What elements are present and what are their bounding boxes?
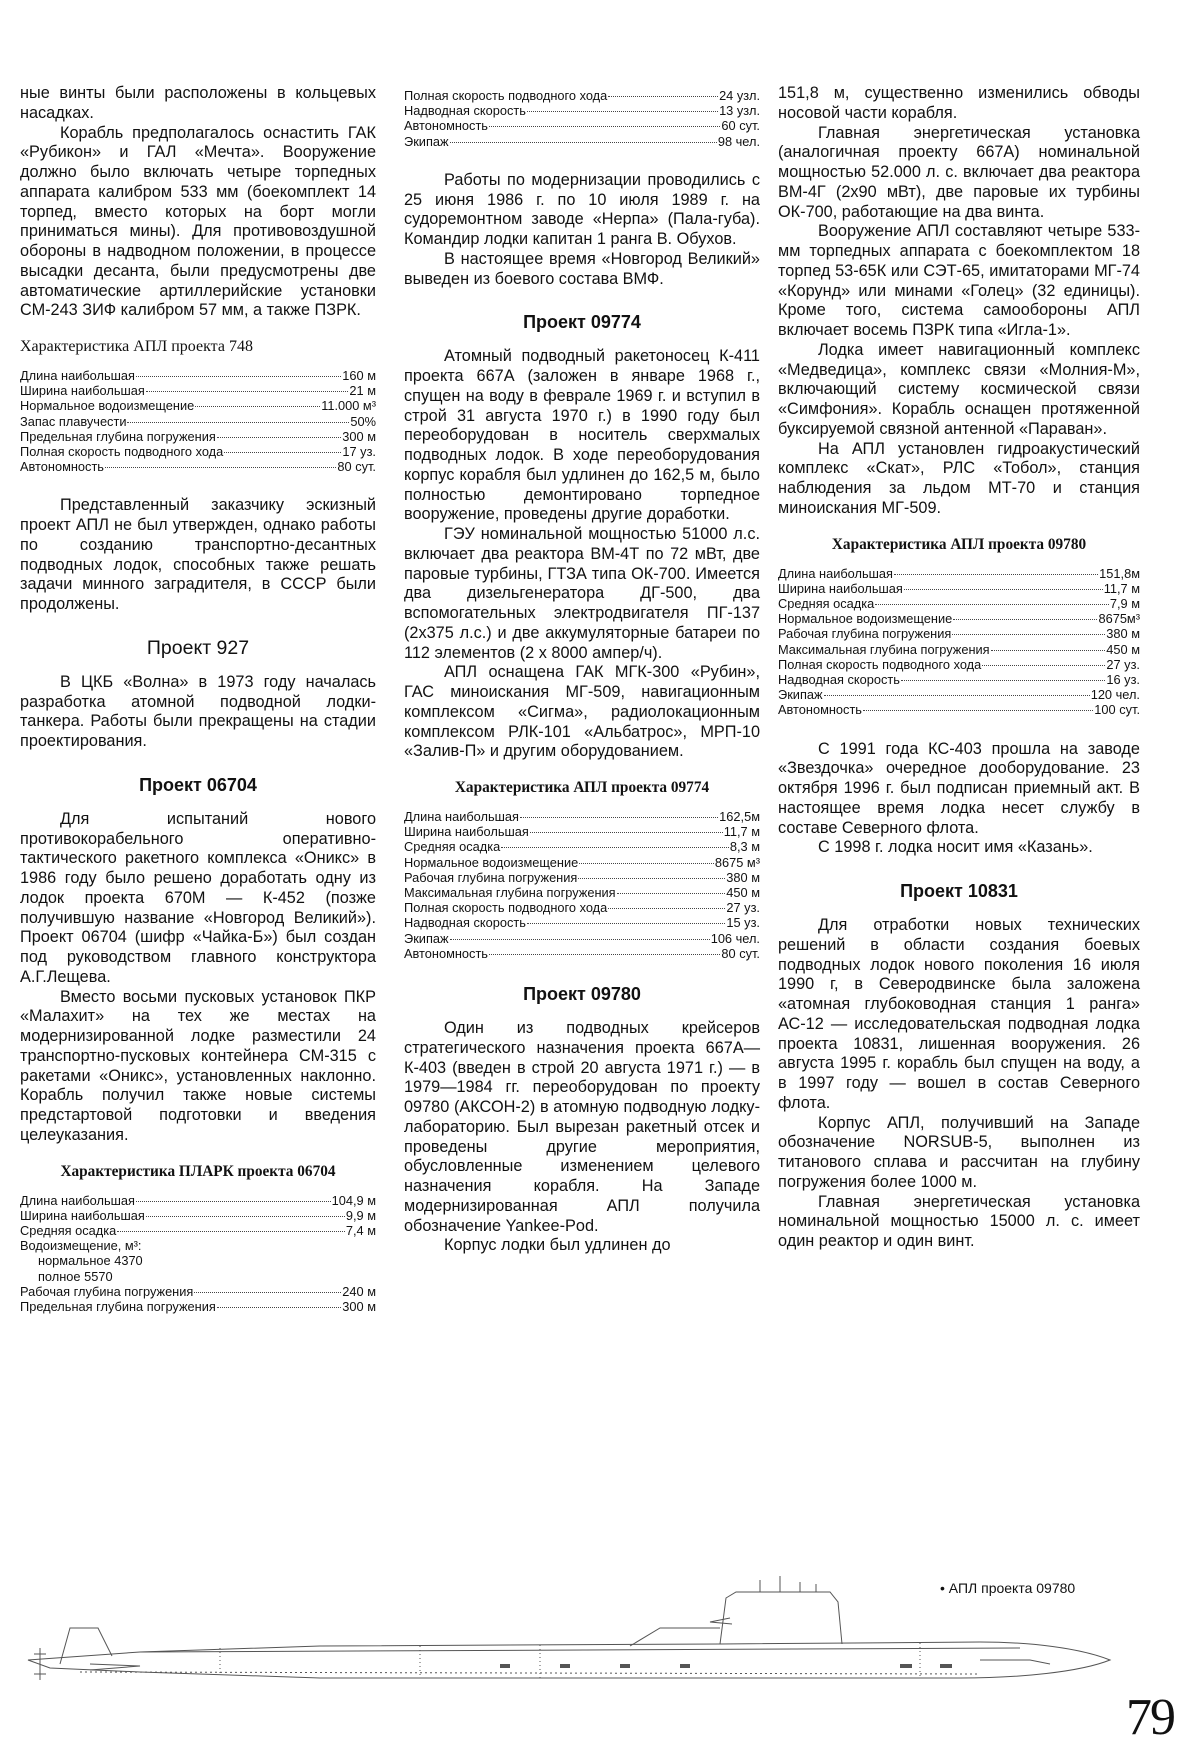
spec-label: полное 5570 xyxy=(38,1268,113,1284)
spec-value: 106 чел. xyxy=(710,930,760,946)
dotted-leader xyxy=(991,650,1106,651)
spec-value: 80 сут. xyxy=(337,459,376,475)
spec-table-748 xyxy=(20,368,376,474)
spec-row xyxy=(778,626,1140,641)
spec-table-title: Характеристика АПЛ проекта 09780 xyxy=(831,535,1087,553)
spec-row xyxy=(20,383,376,398)
spec-row xyxy=(20,1284,376,1299)
spec-value: 50% xyxy=(350,413,376,429)
spec-value: 17 уз. xyxy=(342,444,376,460)
dotted-leader xyxy=(608,908,725,909)
spec-value: 240 м xyxy=(342,1283,376,1299)
spec-label: Ширина наибольшая xyxy=(20,1207,145,1223)
spec-value: 450 м xyxy=(1106,641,1140,657)
spec-label: Полная скорость подводного хода xyxy=(20,444,224,460)
spec-row xyxy=(404,946,760,961)
spec-value: 7,4 м xyxy=(345,1223,376,1239)
spec-table-title: Характеристика АПЛ проекта 748 xyxy=(20,338,253,355)
paragraph: АПЛ оснащена ГАК МГК-300 «Рубин», ГАС миноискания МГ-509, навигационным комплексом «Сигма», радиолокационным комплексом РЛК-101 «Альбатрос», МРП-10 «Залив-П» и другим оборудованием. xyxy=(404,663,760,761)
paragraph: Корпус лодки был удлинен до xyxy=(444,1236,671,1255)
paragraph: С 1998 г. лодка носит имя «Казань». xyxy=(818,838,1093,857)
paragraph: ГЭУ номинальной мощностью 51000 л.с. включает два реактора ВМ-4Т по 72 мВт, две паровые турбины, ГТЗА типа ОК-700. Имеется два дизельгенератора ДГ-500, два вспомогательных электродвигателя ПГ-137 (2х375 л.с.) и две аккумуляторные батареи по 112 элементов (2 х 8000 ампер/ч). xyxy=(404,525,760,662)
figure-caption: • АПЛ проекта 09780 xyxy=(940,1580,1076,1596)
spec-row xyxy=(404,809,760,824)
spec-value: 27 уз. xyxy=(1106,656,1140,672)
dotted-leader xyxy=(136,1201,331,1202)
spec-value: 120 чел. xyxy=(1090,687,1140,703)
column-middle xyxy=(404,88,760,1256)
spec-label: Экипаж xyxy=(778,687,823,703)
bow-sonar xyxy=(980,1660,1050,1664)
spec-row xyxy=(404,103,760,118)
spec-label: Ширина наибольшая xyxy=(778,580,903,596)
spec-label: Средняя осадка xyxy=(404,839,501,855)
spec-label: Полная скорость подводного хода xyxy=(404,900,608,916)
hull-opening xyxy=(620,1664,630,1668)
spec-value: 98 чел. xyxy=(717,133,760,149)
dotted-leader xyxy=(875,604,1109,605)
spec-value: 151,8м xyxy=(1099,565,1140,581)
spec-row xyxy=(404,931,760,946)
spec-row xyxy=(20,1253,376,1268)
spec-row xyxy=(778,672,1140,687)
spec-label: Автономность xyxy=(778,702,862,718)
spec-label: Средняя осадка xyxy=(778,595,875,611)
spec-value: 160 м xyxy=(342,368,376,383)
spec-label: Нормальное водоизмещение xyxy=(778,611,953,627)
spec-value: 11,7 м xyxy=(1103,580,1140,596)
spec-label: Рабочая глубина погружения xyxy=(20,1283,194,1299)
paragraph: 151,8 м, существенно изменились обводы носовой части корабля. xyxy=(778,84,1140,122)
spec-value: 13 узл. xyxy=(719,103,760,119)
dotted-leader xyxy=(527,111,718,112)
paragraph: На АПЛ установлен гидроакустический комплекс «Скат», РЛС «Тобол», станция наблюдения за льдом МТ-70 и станция миноискания МГ-509. xyxy=(778,439,1140,517)
spec-row xyxy=(778,596,1140,611)
spec-row xyxy=(778,657,1140,672)
dotted-leader xyxy=(136,376,341,377)
spec-label: Предельная глубина погружения xyxy=(20,1299,216,1315)
spec-row xyxy=(20,1238,376,1253)
dotted-leader xyxy=(194,1292,341,1293)
spec-row xyxy=(20,414,376,429)
dotted-leader xyxy=(105,467,336,468)
spec-row xyxy=(20,398,376,413)
hull-openings xyxy=(500,1664,952,1668)
dotted-leader xyxy=(501,847,729,848)
spec-value: 80 сут. xyxy=(721,945,760,961)
spec-label: Ширина наибольшая xyxy=(404,824,529,840)
spec-row xyxy=(404,824,760,839)
spec-label: Надводная скорость xyxy=(404,915,526,931)
spec-row xyxy=(20,1269,376,1284)
spec-value: 11,7 м xyxy=(723,824,760,840)
dotted-leader xyxy=(217,1307,342,1308)
dotted-leader xyxy=(904,589,1103,590)
spec-row xyxy=(404,855,760,870)
dotted-leader xyxy=(146,1216,345,1217)
spec-label: Рабочая глубина погружения xyxy=(778,626,952,642)
spec-label: Полная скорость подводного хода xyxy=(778,656,982,672)
dotted-leader xyxy=(894,574,1098,575)
sail-outline xyxy=(720,1592,842,1644)
spec-label: Экипаж xyxy=(404,930,449,946)
paragraph: Работы по модернизации проводились с 25 июня 1986 г. по 10 июля 1989 г. на судоремонтном заводе «Нерпа» (Пала-губа). Командир лодки капитан 1 ранга В. Обухов. xyxy=(404,170,760,249)
spec-row xyxy=(20,429,376,444)
spec-label: Рабочая глубина погружения xyxy=(404,869,578,885)
spec-value: 11.000 м³ xyxy=(321,398,376,414)
spec-row xyxy=(778,687,1140,702)
spec-value: 104,9 м xyxy=(331,1192,376,1208)
dotted-leader xyxy=(530,832,723,833)
spec-label: Предельная глубина погружения xyxy=(20,428,216,444)
spec-row xyxy=(404,870,760,885)
dotted-leader xyxy=(489,126,720,127)
dotted-leader xyxy=(608,96,718,97)
spec-value: 380 м xyxy=(726,869,760,885)
spec-label: нормальное 4370 xyxy=(38,1253,143,1269)
paragraph: Атомный подводный ракетоносец К-411 проекта 667А (заложен в январе 1968 г., спущен на воду в феврале 1969 г. и вступил в строй 31 августа 1970 г.) в 1990 году был переоборудован в носитель сверхмалых подводных лодок. В ходе переоборудования корпус корабля был удлинен до 162,5 м, было полностью демонтировано торпедное вооружение, проведены другие доработки. xyxy=(404,347,760,524)
spec-row xyxy=(20,444,376,459)
paragraph: Для испытаний нового противокорабельного оперативно-тактического ракетного комплекса «Оникс» в 1986 году было решено доработать одну из лодок проекта 670М — К-452 (позже получившую название «Новгород Великий»). Проект 06704 (шифр «Чайка-Б») был создан под руководством главного конструктора А.Г.Лещева. xyxy=(20,809,376,986)
spec-label: Нормальное водоизмещение xyxy=(20,398,195,414)
spec-row xyxy=(778,702,1140,717)
paragraph: Представленный заказчику эскизный проект АПЛ не был утвержден, однако работы по созданию транспортно-десантных подводных лодок, способных также решать задачи минного заградителя, в СССР были продолжены. xyxy=(20,496,376,614)
spec-value: 16 уз. xyxy=(1106,671,1140,687)
spec-row xyxy=(404,900,760,915)
spec-label: Длина наибольшая xyxy=(20,1192,135,1208)
hull-opening xyxy=(500,1664,510,1668)
page-number: 79 xyxy=(1126,1689,1174,1746)
stern-planes xyxy=(90,1664,140,1670)
paragraph: В ЦКБ «Волна» в 1973 году началась разработка атомной подводной лодки-танкера. Работы были прекращены на стадии проектирования. xyxy=(20,672,376,751)
spec-row xyxy=(404,885,760,900)
spec-table-06704 xyxy=(20,1193,376,1315)
spec-row xyxy=(404,118,760,133)
section-heading: Проект 09774 xyxy=(523,312,641,333)
spec-label: Автономность xyxy=(20,459,104,475)
spec-value: 300 м xyxy=(342,1299,376,1315)
spec-label: Надводная скорость xyxy=(778,671,900,687)
dotted-leader xyxy=(824,695,1090,696)
spec-value: 7,9 м xyxy=(1109,595,1140,611)
spec-value: 9,9 м xyxy=(345,1207,376,1223)
section-heading: Проект 927 xyxy=(146,636,250,659)
paragraph: В настоящее время «Новгород Великий» выведен из боевого состава ВМФ. xyxy=(404,249,760,288)
hull-opening xyxy=(900,1664,912,1668)
spec-value: 8675м³ xyxy=(1098,611,1140,627)
spec-table-title: Характеристика ПЛАРК проекта 06704 xyxy=(60,1162,336,1180)
dotted-leader xyxy=(520,817,718,818)
spec-table-09774 xyxy=(404,809,760,961)
spec-value: 380 м xyxy=(1106,626,1140,642)
dotted-leader xyxy=(617,893,726,894)
dotted-leader xyxy=(450,939,710,940)
spec-table-title: Характеристика АПЛ проекта 09774 xyxy=(454,779,710,797)
spec-label: Максимальная глубина погружения xyxy=(778,641,990,657)
spec-row xyxy=(778,566,1140,581)
dotted-leader xyxy=(982,665,1105,666)
paragraph: ные винты были расположены в кольцевых насадках. xyxy=(20,84,376,122)
spec-row xyxy=(778,611,1140,626)
spec-row xyxy=(404,839,760,854)
spec-value: 60 сут. xyxy=(721,118,760,134)
spec-label: Водоизмещение, м³: xyxy=(20,1238,142,1254)
spec-value: 162,5м xyxy=(719,809,760,825)
dotted-leader xyxy=(127,422,349,423)
spec-row xyxy=(20,1299,376,1314)
section-heading: Проект 10831 xyxy=(900,881,1018,902)
sail-fairwater-plane xyxy=(710,1618,732,1624)
spec-row xyxy=(20,1208,376,1223)
spec-row xyxy=(778,581,1140,596)
dotted-leader xyxy=(578,878,725,879)
section-heading: Проект 06704 xyxy=(139,774,257,795)
spec-label: Максимальная глубина погружения xyxy=(404,885,616,901)
hull-opening xyxy=(560,1664,570,1668)
spec-label: Экипаж xyxy=(404,133,449,149)
dotted-leader xyxy=(146,391,349,392)
stern-propeller xyxy=(34,1648,46,1680)
spec-label: Автономность xyxy=(404,945,488,961)
spec-row xyxy=(404,134,760,149)
lab-module xyxy=(630,1628,720,1646)
spec-label: Надводная скорость xyxy=(404,103,526,119)
paragraph: Вооружение АПЛ составляют четыре 533-мм торпедных аппарата с боекомплектом 18 торпед 53-65К или СЭТ-65, имитаторами МГ-74 «Корунд» или минами «Голец» (32 единицы). Кроме того, система самообороны АПЛ включает восемь ПЗРК типа «Игла-1». xyxy=(778,222,1140,339)
spec-value: 24 узл. xyxy=(719,88,760,103)
paragraph: Главная энергетическая установка номинальной мощностью 15000 л. с. имеет один реактор и один винт. xyxy=(778,1192,1140,1251)
dotted-leader xyxy=(527,923,726,924)
spec-row xyxy=(404,88,760,103)
dotted-leader xyxy=(217,437,342,438)
spec-label: Средняя осадка xyxy=(20,1223,117,1239)
spec-label: Автономность xyxy=(404,118,488,134)
dotted-leader xyxy=(489,954,720,955)
dotted-leader xyxy=(195,406,320,407)
spec-value: 300 м xyxy=(342,428,376,444)
paragraph: Корпус АПЛ, получивший на Западе обозначение NORSUB-5, выполнен из титанового сплава и рассчитан на глубину погружения более 1000 м. xyxy=(778,1113,1140,1191)
spec-row xyxy=(20,1193,376,1208)
column-right xyxy=(778,84,1140,1252)
hull-opening xyxy=(940,1664,952,1668)
dotted-leader xyxy=(863,710,1093,711)
spec-label: Длина наибольшая xyxy=(20,368,135,383)
dotted-leader xyxy=(117,1231,345,1232)
spec-value: 21 м xyxy=(349,383,376,399)
spec-value: 8675 м³ xyxy=(714,854,760,870)
spec-label: Полная скорость подводного хода xyxy=(404,88,608,103)
paragraph: Один из подводных крейсеров стратегического назначения проекта 667А— К-403 (введен в строй 20 августа 1971 г.) — в 1979—1984 гг. переоборудован по проекту 09780 (АКСОН-2) в атомную подводную лодку-лабораторию. Был вырезан ракетный отсек и проведены другие мероприятия, обусловленные изменением целевого назначения корабля. На Западе модернизированная АПЛ получила обозначение Yankee-Pod. xyxy=(404,1019,760,1235)
dotted-leader xyxy=(450,142,717,143)
spec-row xyxy=(404,915,760,930)
paragraph: Вместо восьми пусковых установок ПКР «Малахит» на тех же местах на модернизированной лодке разместили 24 транспортно-пусковых контейнера СМ-315 с ракетами «Оникс», установленных наклонно. Корабль получил также новые системы предстартовой подготовки и введения целеуказания. xyxy=(20,987,376,1144)
stern-rudder xyxy=(60,1628,112,1664)
spec-row xyxy=(20,1223,376,1238)
spec-value: 450 м xyxy=(726,885,760,901)
paragraph: Лодка имеет навигационный комплекс «Медведица», комплекс связи «Молния-М», включающий систему космической связи «Симфония». Корабль оснащен протяженной буксируемой связной антенной «Параван». xyxy=(778,340,1140,438)
spec-value: 8,3 м xyxy=(729,839,760,855)
spec-row xyxy=(20,459,376,474)
paragraph: С 1991 года КС-403 прошла на заводе «Звездочка» очередное дооборудование. 23 октября 1996 г. был подписан приемный акт. В настоящее время лодка несет службу в составе Северного флота. xyxy=(778,739,1140,837)
sail-masts xyxy=(760,1576,816,1592)
column-left xyxy=(20,84,376,1336)
dotted-leader xyxy=(952,634,1105,635)
spec-row xyxy=(20,368,376,383)
keel-line xyxy=(80,1672,980,1674)
section-heading: Проект 09780 xyxy=(523,984,641,1005)
spec-label: Запас плавучести xyxy=(20,413,127,429)
paragraph: Главная энергетическая установка (аналогичная проекту 667А) номинальной мощностью 52.000 л. с. включает два реактора ВМ-4Г (2х90 мВт), две паровые их турбины ОК-700, работающие на два винта. xyxy=(778,123,1140,221)
spec-label: Длина наибольшая xyxy=(404,809,519,825)
spec-label: Нормальное водоизмещение xyxy=(404,854,579,870)
hull-opening xyxy=(680,1664,690,1668)
spec-table-06704-continued xyxy=(404,88,760,149)
spec-label: Ширина наибольшая xyxy=(20,383,145,399)
spec-row xyxy=(778,642,1140,657)
spec-value: 15 уз. xyxy=(726,915,760,931)
spec-value: 27 уз. xyxy=(726,900,760,916)
dotted-leader xyxy=(953,619,1097,620)
spec-label: Длина наибольшая xyxy=(778,565,893,581)
deck-line xyxy=(140,1648,1020,1652)
paragraph: Для отработки новых технических решений в области создания боевых подводных лодок нового поколения 16 июля 1990 г, в Северодвинске была заложена «атомная глубоководная станция 1 ранга» АС-12 — исследовательская подводная лодка проекта 10831, лишенная вооружения. 26 августа 1995 г. корабль был спущен на воду, а в 1997 году — вошел в состав Северного флота. xyxy=(778,916,1140,1112)
dotted-leader xyxy=(579,863,714,864)
paragraph: Корабль предполагалось оснастить ГАК «Рубикон» и ГАЛ «Мечта». Вооружение должно было включать четыре торпедных аппарата калибром 533 мм (боекомплект 14 торпед, вместо которых на борт могли приниматься мины). Для противовоздушной обороны в надводном положении, в процессе высадки десанта, были предусмотрены две автоматические артиллерийские установки СМ-243 ЗИФ калибром 57 мм, а также ПЗРК. xyxy=(20,123,376,320)
dotted-leader xyxy=(224,452,341,453)
dotted-leader xyxy=(901,680,1106,681)
spec-value: 100 сут. xyxy=(1094,702,1140,718)
spec-table-09780 xyxy=(778,566,1140,718)
